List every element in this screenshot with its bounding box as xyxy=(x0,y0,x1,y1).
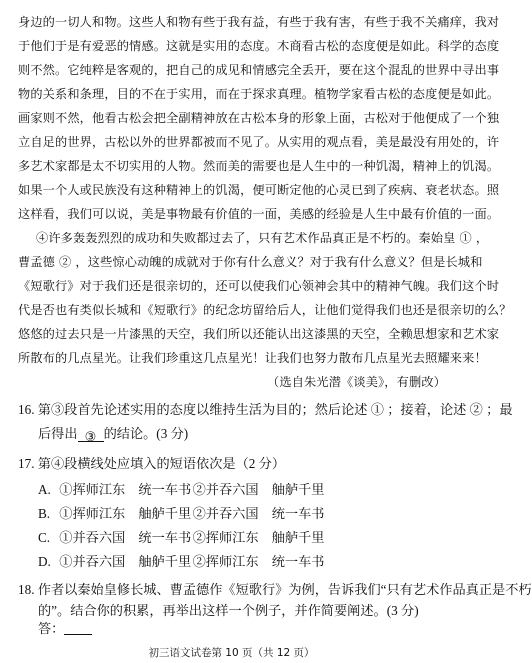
option-part: ②并吞六国 统一车书 xyxy=(192,506,325,521)
option-key: A. xyxy=(38,482,51,497)
answer-blank[interactable] xyxy=(64,622,92,635)
answer-area xyxy=(38,620,448,638)
passage-line: 于他们于是有爱恶的情感。这就是实用的态度。木商看古松的态度便是如此。科学的态度 xyxy=(18,39,500,53)
paragraph-4-line: ④许多轰轰烈烈的成功和失败都过去了，只有艺术作品真正是不朽的。秦始皇 ① ， xyxy=(36,231,489,245)
passage-line: 画家则不然，他看古松会把全副精神放在古松本身的形象上面，古松对于他便成了一个独 xyxy=(18,111,500,125)
option-c[interactable] xyxy=(38,526,448,550)
option-part: ①并吞六国 统一车书 xyxy=(59,530,192,545)
option-b[interactable] xyxy=(38,502,448,526)
passage-line: 这样看，我们可以说，美是事物最有价值的一面，美感的经验是人生中最有价值的一面。 xyxy=(18,207,500,221)
question-text: 后得出 xyxy=(38,426,78,441)
passage-line: 如果一个人或民族没有这种精神上的饥渴，便可断定他的心灵已到了疾病、衰老状态。照 xyxy=(18,183,500,197)
source-citation: （选自朱光潜《谈美》，有删改） xyxy=(267,375,446,389)
question-text: 作者以秦始皇修长城、曹孟德作《短歌行》为例，告诉我们“只有艺术作品真正是不朽 xyxy=(37,582,532,597)
option-key: D. xyxy=(38,554,51,569)
passage-line: 多艺术家都是太不切实用的人物。然而美的需要也是人生中的一种饥渴，精神上的饥渴。 xyxy=(18,159,500,173)
answer-label: 答： xyxy=(38,621,65,636)
question-text: 的结论。(3 分) xyxy=(103,426,189,441)
option-part: ②并吞六国 舳舻千里 xyxy=(192,482,325,497)
question-18 xyxy=(18,578,532,602)
option-part: ②挥师江东 统一车书 xyxy=(192,554,325,569)
paragraph-4-line: 代是否也有类似长城和《短歌行》的纪念坊留给后人，让他们觉得我们也还是很亲切的么？ xyxy=(18,303,512,317)
passage-line: 身边的一切人和物。这些人和物有些于我有益，有些于我有害，有些于我不关痛痒，我对 xyxy=(18,15,500,29)
question-number: 18. xyxy=(18,582,35,597)
passage-line: 立自足的世界，古松以外的世界都被而不见了。从实用的观点看，美是最没有用处的，许 xyxy=(18,135,500,149)
paragraph-4-line: 曹孟德 ② ，这些惊心动魄的成就对于你有什么意义？对于我有什么意义？但是长城和 xyxy=(18,255,483,269)
question-18-continuation: 的”。结合你的积累，再举出这样一个例子，并作简要阐述。(3 分) xyxy=(38,603,419,618)
question-text: 第④段横线处应填入的短语依次是（2 分） xyxy=(37,456,286,471)
passage-line: 物的关系和条理，目的不在于实用，而在于探求真理。植物学家看古松的态度便是如此。 xyxy=(18,87,500,101)
option-d[interactable] xyxy=(38,550,448,574)
option-key: B. xyxy=(38,506,51,521)
question-16 xyxy=(18,398,513,422)
question-text: 第③段首先论述实用的态度以维持生活为目的；然后论述 ① ；接着，论述 ② ；最 xyxy=(37,402,513,417)
question-16-continuation xyxy=(38,422,448,446)
option-part: ①挥师江东 舳舻千里 xyxy=(59,506,192,521)
page-footer: 初三语文试卷第 10 页（共 12 页） xyxy=(148,647,315,659)
answer-blank[interactable]: ③ xyxy=(78,425,104,442)
paragraph-4-line: 所散布的几点星光。让我们珍重这几点星光！让我们也努力散布几点星光去照耀来来！ xyxy=(18,351,487,365)
option-part: ②挥师江东 舳舻千里 xyxy=(192,530,325,545)
option-part: ①挥师江东 统一车书 xyxy=(59,482,192,497)
question-number: 16. xyxy=(18,402,35,417)
question-number: 17. xyxy=(18,456,35,471)
question-17 xyxy=(18,452,448,476)
option-a[interactable] xyxy=(38,478,448,502)
paragraph-4-line: 悠悠的过去只是一片漆黑的天空，我们所以还能认出这漆黑的天空，全赖思想家和艺术家 xyxy=(18,327,500,341)
paragraph-4-line: 《短歌行》对于我们还是很亲切的，还可以使我们心领神会其中的精神气魄。我们这个时 xyxy=(18,279,500,293)
option-key: C. xyxy=(38,530,51,545)
passage-line: 则不然。它纯粹是客观的，把自己的成见和情感完全丢开，要在这个混乱的世界中寻出事 xyxy=(18,63,500,77)
option-part: ①并吞六国 舳舻千里 xyxy=(59,554,192,569)
